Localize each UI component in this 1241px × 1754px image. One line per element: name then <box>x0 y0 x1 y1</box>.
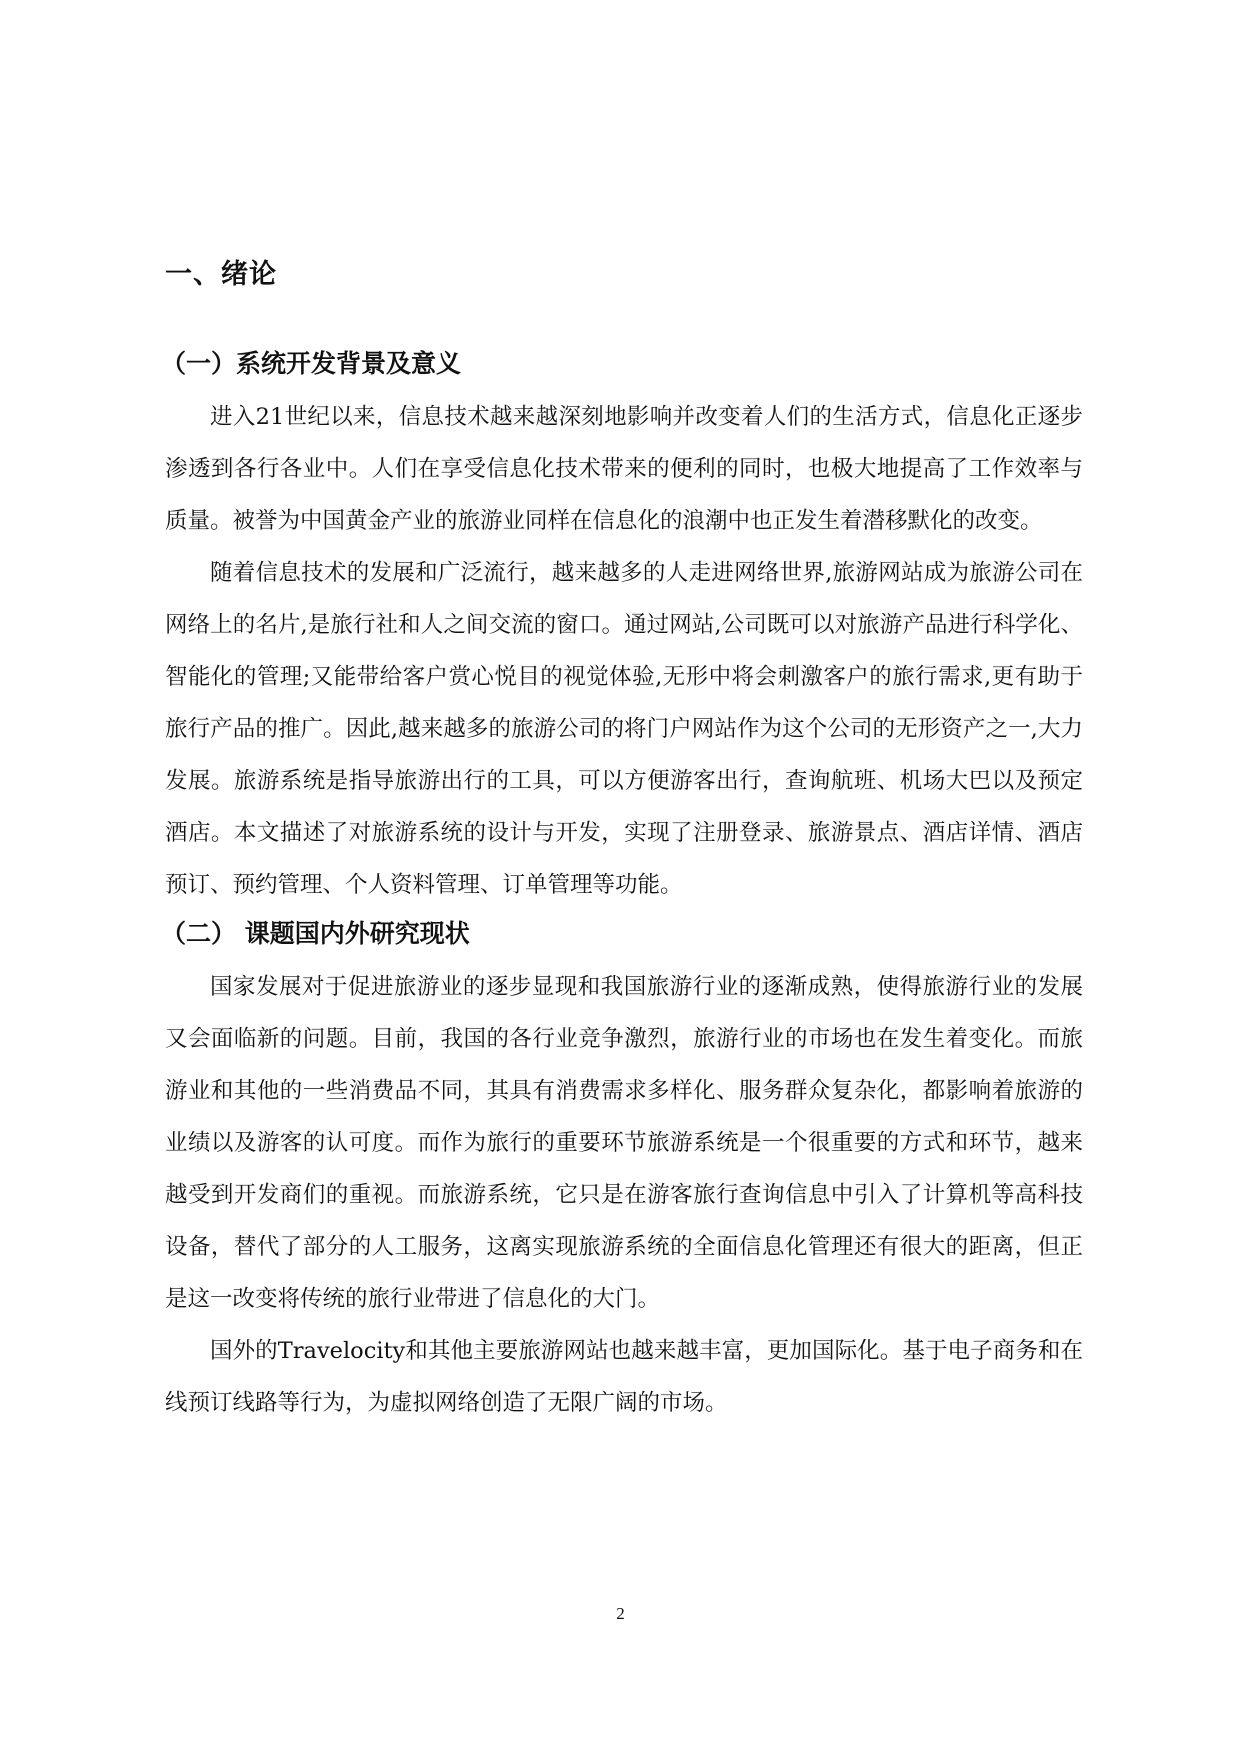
page-number: 2 <box>616 1604 625 1623</box>
chapter-title: 一、绪论 <box>165 259 277 290</box>
section-heading-background: （一）系统开发背景及意义 <box>161 349 462 378</box>
page-content <box>161 255 1083 1429</box>
paragraph: 国外的Travelocity和其他主要旅游网站也越来越丰富，更加国际化。基于电子商务和在线预订线路等行为，为虚拟网络创造了无限广阔的市场。 <box>165 1338 1083 1416</box>
paragraph: 进入21世纪以来，信息技术越来越深刻地影响并改变着人们的生活方式，信息化正逐步渗透到各行各业中。人们在享受信息化技术带来的便利的同时，也极大地提高了工作效率与质量。被誉为中国黄金产业的旅游业同样在信息化的浪潮中也正发生着潜移默化的改变。 <box>165 404 1083 534</box>
paragraph: 随着信息技术的发展和广泛流行，越来越多的人走进网络世界,旅游网站成为旅游公司在网络上的名片,是旅行社和人之间交流的窗口。通过网站,公司既可以对旅游产品进行科学化、智能化的管理;又能带给客户赏心悦目的视觉体验,无形中将会刺激客户的旅行需求,更有助于旅行产品的推广。因此,越来越多的旅游公司的将门户网站作为这个公司的无形资产之一,大力发展。旅游系统是指导旅游出行的工具，可以方便游客出行，查询航班、机场大巴以及预定酒店。本文描述了对旅游系统的设计与开发，实现了注册登录、旅游景点、酒店详情、酒店预订、预约管理、个人资料管理、订单管理等功能。 <box>165 560 1083 898</box>
section-heading-research-status: （二） 课题国内外研究现状 <box>161 919 470 948</box>
paragraph: 国家发展对于促进旅游业的逐步显现和我国旅游行业的逐渐成熟，使得旅游行业的发展又会面临新的问题。目前，我国的各行业竞争激烈，旅游行业的市场也在发生着变化。而旅游业和其他的一些消费品不同，其具有消费需求多样化、服务群众复杂化，都影响着旅游的业绩以及游客的认可度。而作为旅行的重要环节旅游系统是一个很重要的方式和环节，越来越受到开发商们的重视。而旅游系统，它只是在游客旅行查询信息中引入了计算机等高科技设备，替代了部分的人工服务，这离实现旅游系统的全面信息化管理还有很大的距离，但正是这一改变将传统的旅行业带进了信息化的大门。 <box>165 974 1083 1312</box>
